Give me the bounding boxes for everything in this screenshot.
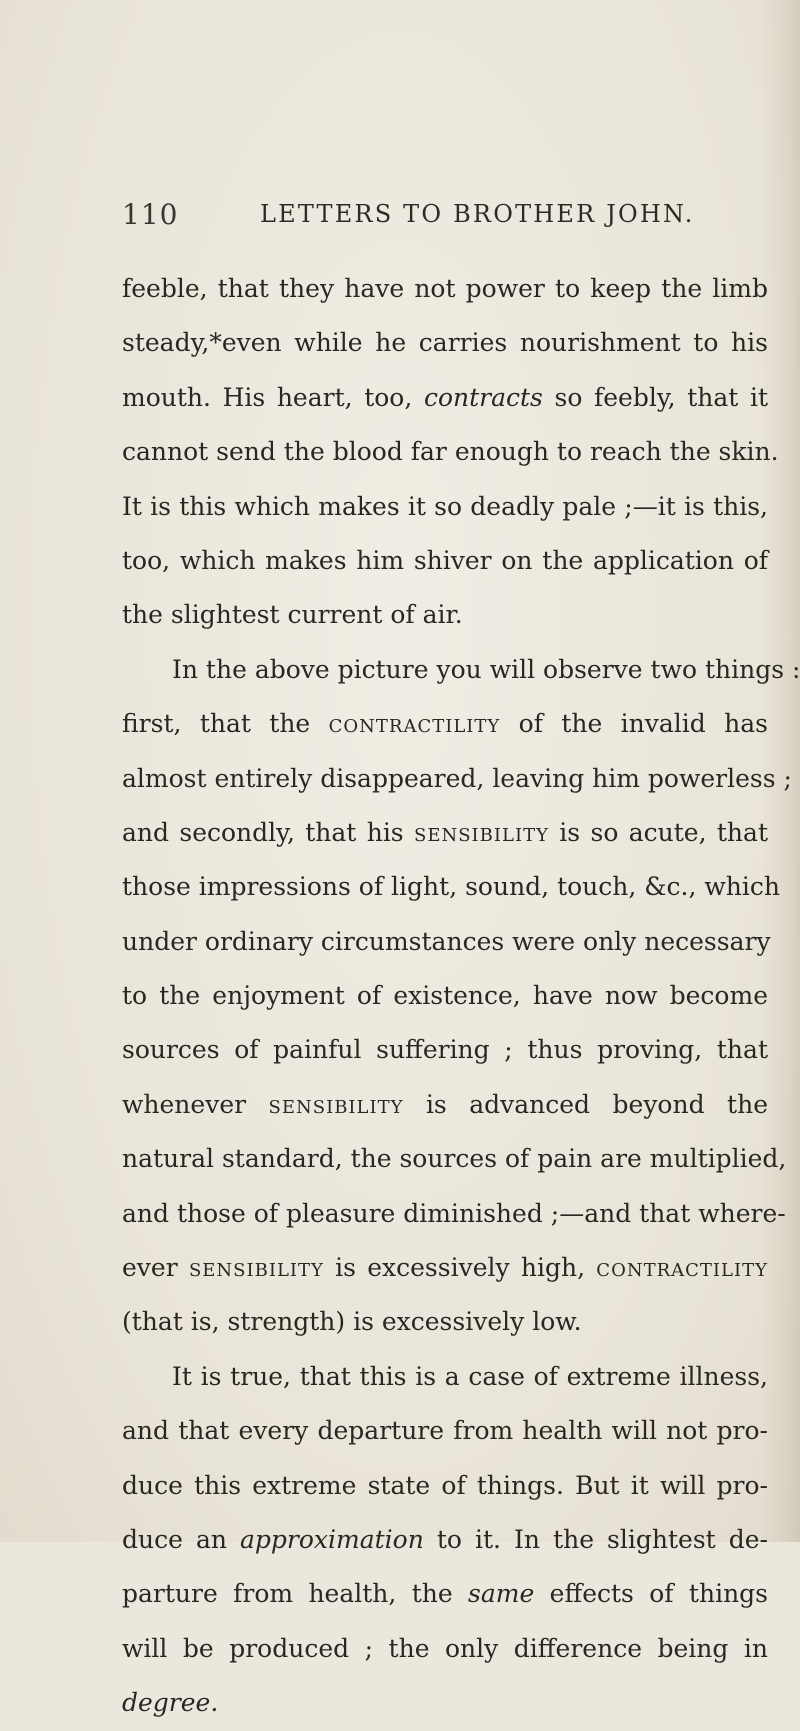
text-line <box>122 1567 768 1621</box>
text-run: so feebly, that it <box>542 382 768 412</box>
running-title: LETTERS TO BROTHER JOHN. <box>260 200 695 228</box>
text-run: whenever <box>122 1089 269 1119</box>
text-run: and that every departure from health will not pro- <box>122 1416 768 1446</box>
text-run: duce this extreme state of things. But it will pro- <box>122 1470 768 1500</box>
text-run: It is true, that this is a case of extreme illness, <box>172 1361 768 1391</box>
text-run: steady,*even while he carries nourishment to his <box>122 328 768 358</box>
text-run: first, that the <box>122 709 329 739</box>
text-run: (that is, strength) is excessively low. <box>122 1307 582 1337</box>
text-run: those impressions of light, sound, touch, &c., which <box>122 872 780 902</box>
text-line <box>122 1622 768 1676</box>
text-line <box>122 969 768 1023</box>
text-run: effects of things <box>534 1579 768 1609</box>
text-line <box>122 534 768 588</box>
text-run: parture from health, the <box>122 1579 469 1609</box>
text-run: of the invalid has <box>500 709 768 739</box>
text-run: almost entirely disappeared, leaving him powerless ; <box>122 763 792 793</box>
running-head <box>122 198 722 238</box>
italic-text: contracts <box>423 382 543 412</box>
text-run: and secondly, that his <box>122 817 414 847</box>
text-run: the slightest current of air. <box>122 600 463 630</box>
text-run: is excessively high, <box>323 1253 597 1283</box>
text-line <box>122 806 768 860</box>
text-run: duce an <box>122 1524 240 1554</box>
text-run: ever <box>122 1253 189 1283</box>
text-run: feeble, that they have not power to keep the limb <box>122 274 768 303</box>
text-run: In the above picture you will observe two things : <box>172 654 800 684</box>
text-line <box>122 480 768 534</box>
text-line <box>122 425 779 479</box>
small-caps-text: sensibility <box>268 1089 404 1119</box>
text-line <box>122 1187 786 1241</box>
text-line <box>122 316 768 370</box>
italic-text: approximation <box>240 1524 424 1554</box>
text-line <box>122 262 768 316</box>
text-run: It is this which makes it so deadly pale ;—it is this, <box>122 491 768 521</box>
italic-text: same <box>468 1579 535 1609</box>
text-line <box>122 1513 768 1567</box>
text-line <box>122 1023 768 1077</box>
text-line <box>122 1241 768 1295</box>
text-line <box>122 1078 768 1132</box>
text-line <box>122 1295 768 1349</box>
text-run: sources of painful suffering ; thus proving, that <box>122 1035 768 1065</box>
page-number: 110 <box>122 198 179 231</box>
body-text <box>122 262 800 1731</box>
text-line <box>122 697 768 751</box>
text-line <box>122 643 800 697</box>
text-run: mouth. His heart, too, <box>122 382 424 412</box>
text-line <box>122 860 780 914</box>
small-caps-text: contractility <box>596 1253 768 1283</box>
text-run: and those of pleasure diminished ;—and that where- <box>122 1198 786 1228</box>
text-line <box>122 915 771 969</box>
text-run: is advanced beyond the <box>403 1089 768 1119</box>
text-run: is so acute, that <box>548 817 768 847</box>
text-line <box>122 371 768 425</box>
text-line <box>122 588 768 642</box>
text-line <box>122 1676 768 1730</box>
text-run: will be produced ; the only difference being in <box>122 1633 768 1663</box>
text-run: too, which makes him shiver on the application of <box>122 545 768 575</box>
text-line <box>122 1404 768 1458</box>
italic-text: degree. <box>122 1688 219 1718</box>
text-run: natural standard, the sources of pain are multiplied, <box>122 1144 787 1174</box>
text-line <box>122 1459 768 1513</box>
small-caps-text: sensibility <box>414 817 549 847</box>
text-line <box>122 752 792 806</box>
text-run: under ordinary circumstances were only necessary <box>122 926 771 956</box>
small-caps-text: sensibility <box>188 1253 324 1283</box>
text-line <box>122 1350 768 1404</box>
text-line <box>122 1132 787 1186</box>
small-caps-text: contractility <box>328 709 501 739</box>
text-run: to the enjoyment of existence, have now become <box>122 981 768 1011</box>
text-run: to it. In the slightest de- <box>423 1524 768 1554</box>
text-run: cannot send the blood far enough to reach the skin. <box>122 437 779 467</box>
